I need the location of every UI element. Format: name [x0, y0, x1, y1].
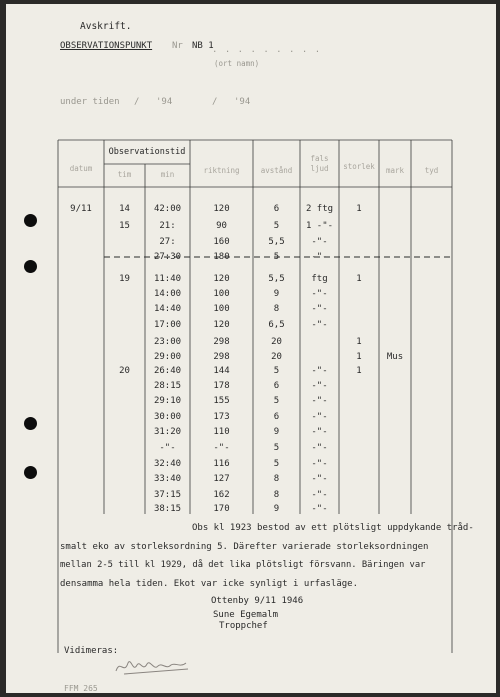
cell-min: 28:15 — [153, 381, 182, 391]
cell-min: 29:10 — [153, 396, 182, 406]
cell-fals: -"- — [311, 396, 328, 406]
nr-value: NB 1 — [192, 41, 214, 51]
cell-avstand: 5 — [273, 396, 280, 406]
cell-avstand: 6 — [273, 412, 280, 422]
cell-min: 31:20 — [153, 427, 182, 437]
vidimeras-label: Vidimeras: — [64, 646, 119, 656]
cell-riktning: 178 — [213, 381, 230, 391]
form-code: FFM 265 — [64, 684, 98, 693]
cell-tim: 20 — [119, 366, 130, 376]
cell-min: 32:40 — [153, 459, 182, 469]
cell-riktning: 120 — [213, 274, 230, 284]
note-line: smalt eko av storleksordning 5. Därefter varierade storleksordningen — [60, 542, 429, 552]
cell-riktning: 160 — [213, 237, 230, 247]
cell-riktning: -"- — [213, 443, 230, 453]
cell-riktning: 173 — [213, 412, 230, 422]
cell-riktning: 120 — [213, 204, 230, 214]
cell-ljud: 1 — [356, 204, 362, 214]
cell-avstand: 8 — [273, 490, 280, 500]
cell-avstand: 5 — [273, 443, 280, 453]
period-label: under tiden — [60, 97, 120, 107]
cell-avstand: 6 — [273, 381, 280, 391]
name-hint: (ort namn) — [214, 59, 260, 68]
signature-scribble — [114, 655, 194, 677]
cell-tim: 19 — [119, 274, 130, 284]
col-header-datum: datum — [69, 164, 93, 173]
col-header-min: min — [160, 170, 175, 179]
cell-riktning: 180 — [213, 252, 230, 262]
cell-ljud: 1 — [356, 337, 362, 347]
cell-fals: -"- — [311, 289, 328, 299]
cell-min: 11:40 — [153, 274, 182, 284]
cell-min: 33:40 — [153, 474, 182, 484]
cell-riktning: 162 — [213, 490, 230, 500]
document-title: Avskrift. — [80, 21, 132, 32]
note-line: densamma hela tiden. Ekot var icke synligt i urfasläge. — [60, 579, 359, 589]
cell-fals: -"- — [311, 366, 328, 376]
cell-min: 30:00 — [153, 412, 182, 422]
cell-riktning: 155 — [213, 396, 230, 406]
cell-min: 38:15 — [153, 504, 182, 514]
cell-fals: -"- — [311, 304, 328, 314]
col-header-fals: fals — [310, 154, 329, 163]
note-line: Obs kl 1923 bestod av ett plötsligt uppdykande tråd- — [192, 523, 474, 533]
cell-avstand: 5 — [273, 252, 280, 262]
cell-min: 23:00 — [153, 337, 182, 347]
cell-fals: 2 ftg — [305, 204, 334, 214]
cell-fals: -"- — [311, 459, 328, 469]
cell-riktning: 116 — [213, 459, 230, 469]
cell-min: 29:00 — [153, 352, 182, 362]
form-label: OBSERVATIONSPUNKT — [60, 41, 153, 51]
cell-avstand: 5 — [273, 221, 280, 231]
year-from: '94 — [156, 97, 173, 107]
cell-avstand: 8 — [273, 474, 280, 484]
cell-riktning: 100 — [213, 289, 230, 299]
cell-ljud: 1 — [356, 352, 362, 362]
col-header-avstand: avstånd — [260, 166, 293, 175]
cell-avstand: 20 — [271, 337, 282, 347]
cell-avstand: 9 — [273, 289, 280, 299]
cell-fals: -"- — [311, 381, 328, 391]
cell-riktning: 90 — [216, 221, 227, 231]
cell-avstand: 6,5 — [268, 320, 285, 330]
cell-min: -"- — [159, 443, 176, 453]
cell-tim: 14 — [119, 204, 130, 214]
cell-min: 14:00 — [153, 289, 182, 299]
cell-tim: 15 — [119, 221, 130, 231]
cell-fals: -"- — [311, 427, 328, 437]
cell-min: 42:00 — [153, 204, 182, 214]
cell-riktning: 110 — [213, 427, 230, 437]
cell-min: 27:30 — [153, 252, 182, 262]
col-header-storlek: storlek — [343, 162, 375, 171]
cell-ljud: 1 — [356, 366, 362, 376]
cell-fals: -"- — [311, 320, 328, 330]
col-header-ljud: ljud — [310, 164, 329, 173]
nr-label: Nr — [172, 41, 183, 51]
cell-fals: -"- — [311, 237, 328, 247]
cell-avstand: 6 — [273, 204, 280, 214]
cell-avstand: 5 — [273, 459, 280, 469]
cell-min: 17:00 — [153, 320, 182, 330]
document-page: Avskrift. OBSERVATIONSPUNKT Nr NB 1 . . . . . . . . . (ort namn) under tiden / '94 / '94 datum Observationstid tim min riktning avstånd fals ljud storlek mark tyd 9/11 14 42:00 120 6 2 ftg 1 15 21: 90 5 1 -"- 27: 160 5,5 -"- 27:30 180 5 -"- 19 11:40 120 5,5 ftg 1 14:00 100 9 -"- 14:40 100 8 -"- 17:00 120 6,5 -"- 23:00 298 20 1 29:00 298 20 1 Mus 20 26:40 144 5 -"- 1 28:15 178 6 -"- 29:10 155 5 -"- 30:00 173 6 -"- 31:20 110 9 -"- -"- -"- 5 -"- 32:40 116 5 -"- 33:40 127 8 -"- 37:15 162 8 -"- 38:15 170 9 -"- Obs kl 1923 bestod av ett plötsligt uppdykande tråd- smalt eko av storleksordning 5. Därefter varierade storleksordningen mellan 2-5 till kl 1929, då det lika plötsligt försvann. Bäringen var densamma hela tiden. Ekot var icke synligt i urfasläge. Ottenby 9/11 1946 Sune Egemalm Troppchef Vidimeras: FFM 265 — [6, 4, 496, 693]
col-header-mark: mark — [385, 166, 405, 175]
col-header-riktning: riktning — [203, 166, 240, 175]
cell-riktning: 170 — [213, 504, 230, 514]
cell-avstand: 9 — [273, 427, 280, 437]
cell-fals: -"- — [311, 474, 328, 484]
note-line: mellan 2-5 till kl 1929, då det lika plötsligt försvann. Bäringen var — [60, 560, 426, 570]
cell-fals: -"- — [311, 443, 328, 453]
cell-riktning: 298 — [213, 337, 230, 347]
cell-fals: -"- — [311, 252, 328, 262]
cell-riktning: 120 — [213, 320, 230, 330]
cell-min: 14:40 — [153, 304, 182, 314]
cell-fals: -"- — [311, 504, 328, 514]
cell-fals: 1 -"- — [305, 221, 334, 231]
signer-name: Sune Egemalm — [213, 610, 279, 620]
cell-fals: -"- — [311, 490, 328, 500]
place-date: Ottenby 9/11 1946 — [211, 596, 304, 606]
cell-fals: ftg — [311, 274, 328, 284]
cell-avstand: 5,5 — [268, 274, 285, 284]
cell-min: 26:40 — [153, 366, 182, 376]
col-header-obs-time: Observationstid — [108, 147, 186, 157]
cell-riktning: 144 — [213, 366, 230, 376]
cell-min: 27: — [159, 237, 176, 247]
signer-rank: Troppchef — [219, 621, 268, 631]
cell-avstand: 5 — [273, 366, 280, 376]
col-header-tim: tim — [117, 170, 132, 179]
cell-datum: 9/11 — [70, 204, 92, 214]
cell-min: 37:15 — [153, 490, 182, 500]
cell-fals: -"- — [311, 412, 328, 422]
cell-riktning: 298 — [213, 352, 230, 362]
cell-mark: Mus — [386, 352, 404, 362]
cell-avstand: 20 — [271, 352, 282, 362]
cell-avstand: 9 — [273, 504, 280, 514]
cell-riktning: 127 — [213, 474, 230, 484]
cell-avstand: 8 — [273, 304, 280, 314]
year-to: '94 — [234, 97, 251, 107]
col-header-tyd: tyd — [424, 166, 439, 175]
cell-ljud: 1 — [356, 274, 362, 284]
cell-riktning: 100 — [213, 304, 230, 314]
cell-min: 21: — [159, 221, 176, 231]
cell-avstand: 5,5 — [268, 237, 285, 247]
